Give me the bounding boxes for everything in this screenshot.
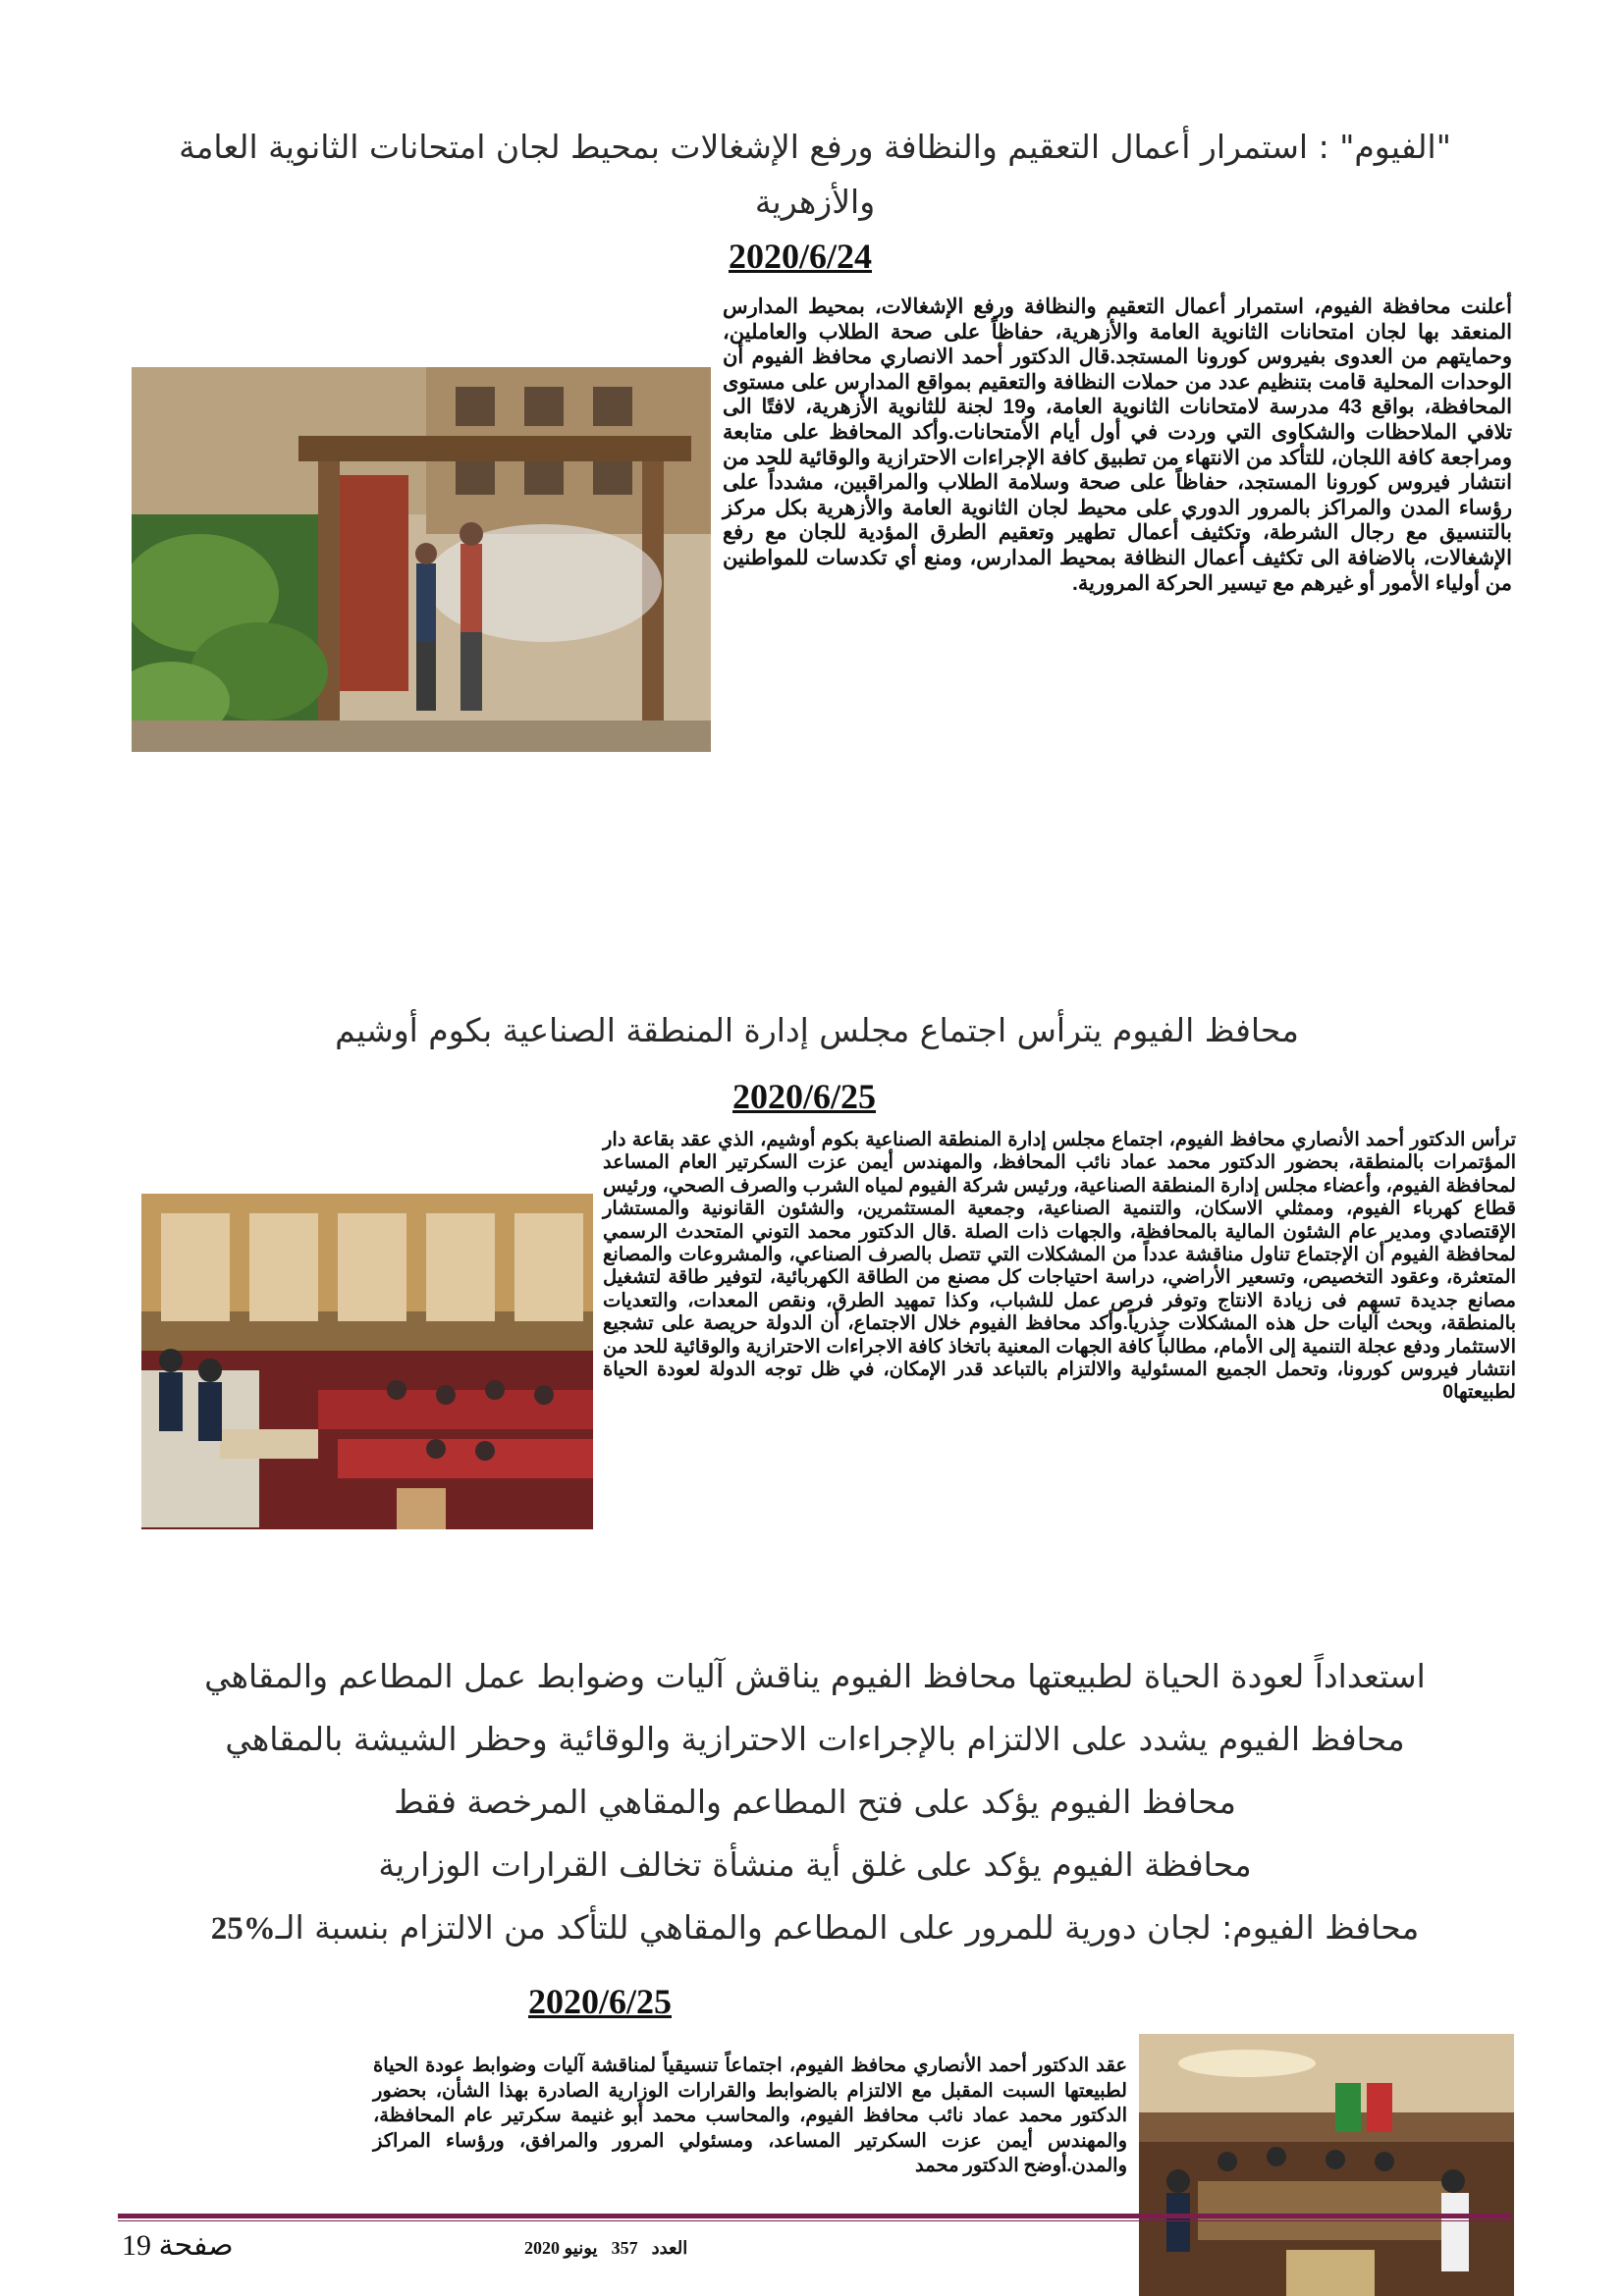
footer-rule xyxy=(118,2214,1512,2218)
article1-date: 2020/6/24 xyxy=(729,237,873,276)
footer-issue-number: 357 xyxy=(611,2238,638,2258)
article2-date: 2020/6/25 xyxy=(732,1077,877,1116)
article3-headline-2: محافظ الفيوم يشدد على الالتزام بالإجراءات الاحترازية والوقائية وحظر الشيشة بالمقاهي xyxy=(225,1720,1405,1758)
article3-headline-5-text: محافظ الفيوم: لجان دورية للمرور على المطاعم والمقاهي للتأكد من الالتزام بنسبة الـ xyxy=(275,1908,1420,1947)
article3-date: 2020/6/25 xyxy=(528,1982,673,2021)
article3-headline-4: محافظة الفيوم يؤكد على غلق أية منشأة تخالف القرارات الوزارية xyxy=(378,1845,1252,1884)
article1-headline: "الفيوم" : استمرار أعمال التعقيم والنظافة ورفع الإشغالات بمحيط لجان امتحانات الثانوية العامة والأزهرية xyxy=(179,128,1451,221)
article3-headline-3: محافظ الفيوم يؤكد على فتح المطاعم والمقاهي المرخصة فقط xyxy=(394,1783,1236,1821)
footer-issue-month: يونيو 2020 xyxy=(524,2238,598,2258)
article3-headline-5 xyxy=(108,1908,1522,1948)
footer-issue-label: العدد xyxy=(651,2238,688,2258)
article3-photo-meeting xyxy=(1139,2034,1514,2296)
footer-rule-thin xyxy=(118,2220,1512,2221)
article2-body-text: ترأس الدكتور أحمد الأنصاري محافظ الفيوم، اجتماع مجلس إدارة المنطقة الصناعية بكوم أوشيم، الذي عقد بقاعة دار المؤتمرات بالمنطقة، بحضور الدكتور محمد عماد نائب المحافظ، والمهندس أيمن عزت السكرتير العام المساعد لمحافظة الفيوم، وأعضاء مجلس إدارة المنطقة الصناعية، ورئيس شركة الفيوم لمياه الشرب والصرف الصحي، ورئيس قطاع كهرباء الفيوم، وممثلي الاسكان، والتنمية الصناعية، وجمعية المستثمرين، والشئون القانونية والمستشار الإقتصادي ومدير عام الشئون المالية بالمحافظة، والجهات ذات الصلة .قال الدكتور محمد التوني المتحدث الرسمي لمحافظة الفيوم أن الإجتماع تناول مناقشة عدداً من المشكلات التي تتصل بالصرف الصناعي، والمشروعات والمصانع المتعثرة، وعقود التخصيص، وتسعير الأراضي، دراسة احتياجات كل مصنع من الطاقة الكهربائية، لتوفير طاقة لتشغيل مصانع جديدة تسهم فى زيادة الانتاج وتوفر فرص عمل للشباب، وكذا تمهيد الطرق، ونقص المعدات، والتعديات بالمنطقة، وبحث آليات حل هذه المشكلات جذرياً.وأكد محافظ الفيوم خلال الاجتماع، أن الدولة حريصة على تشجيع الاستثمار ودفع عجلة التنمية إلى الأمام، مطالباً كافة الجهات المعنية باتخاذ كافة الاجراءات الاحترازية والوقائية للحد من انتشار فيروس كورونا، وتحمل الجميع المسئولية والالتزام بالتباعد قدر الإمكان، في ظل توجه الدولة لعودة الحياة لطبيعتها0 xyxy=(603,1129,1516,1404)
article2-body xyxy=(122,1129,1516,1590)
article3-body: عقد الدكتور أحمد الأنصاري محافظ الفيوم، اجتماعاً تنسيقياً لمناقشة آليات وضوابط عودة الحياة لطبيعتها السبت المقبل مع الالتزام بالضوابط والقرارات الوزارية الصادرة بهذا الشأن، بحضور الدكتور محمد عماد نائب محافظ الفيوم، والمحاسب محمد أبو غنيمة سكرتير عام المحافظة، والمهندس أيمن عزت السكرتير المساعد، ومسئولي المرور والمرافق، ورؤساء المراكز والمدن.أوضح الدكتور محمد xyxy=(373,2056,1127,2176)
footer-page-number: صفحة 19 xyxy=(122,2229,234,2262)
footer-issue-info xyxy=(511,2238,687,2259)
article3-headline-1: استعداداً لعودة الحياة لطبيعتها محافظ الفيوم يناقش آليات وضوابط عمل المطاعم والمقاهي xyxy=(204,1657,1426,1695)
article3-headline-5-percent: 25% xyxy=(210,1911,276,1947)
article2-headline: محافظ الفيوم يترأس اجتماع مجلس إدارة المنطقة الصناعية بكوم أوشيم xyxy=(335,1011,1299,1049)
article1-body xyxy=(120,294,1512,825)
article1-body-text: أعلنت محافظة الفيوم، استمرار أعمال التعقيم والنظافة ورفع الإشغالات، بمحيط المدارس المنعقد بها لجان امتحانات الثانوية العامة والأزهرية، حفاظاً على صحة الطلاب والعاملين، وحمايتهم من العدوى بفيروس كورونا المستجد.قال الدكتور أحمد الانصاري محافظ الفيوم أن الوحدات المحلية قامت بتنظيم عدد من حملات النظافة والتعقيم بمواقع المدارس على مستوى المحافظة، بواقع 43 مدرسة لامتحانات الثانوية العامة، و19 لجنة للثانوية الأزهرية، لافتًا الى تلافي الملاحظات والشكاوى التي وردت في أول أيام الأمتحانات.وأكد المحافظ على متابعة ومراجعة كافة اللجان، للتأكد من الانتهاء من تطبيق كافة الإجراءات الاحترازية والوقائية للحد من انتشار فيروس كورونا المستجد، حفاظاً على صحة وسلامة الطلاب والمراقبين، مشدداً على رؤساء المدن والمراكز بالمرور الدوري على محيط لجان الثانوية العامة والأزهرية بكل مركز بالتنسيق مع رجال الشرطة، وتكثيف أعمال تطهير وتعقيم الطرق المؤدية للجان مع رفع الإشغالات، بالاضافة الى تكثيف أعمال النظافة بمحيط المدارس، ومنع أي تكدسات للمواطنين من أولياء الأمور أو غيرهم مع تيسير الحركة المرورية. xyxy=(723,295,1513,595)
